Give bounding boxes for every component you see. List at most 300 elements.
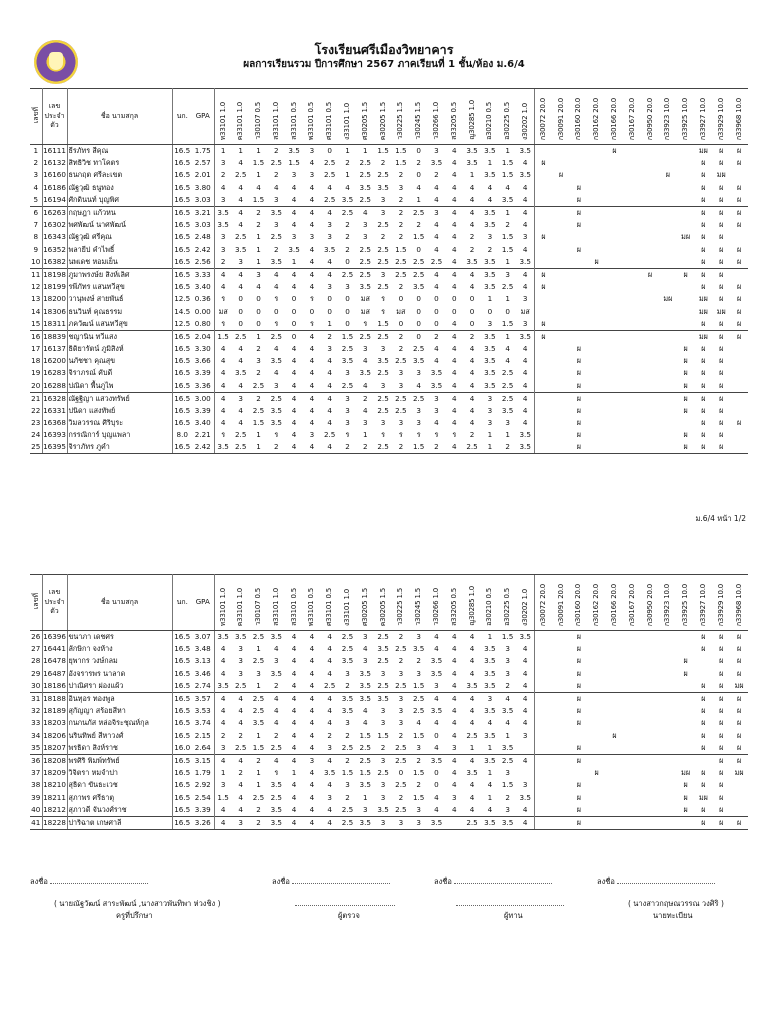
student-name: กนกนภัส หล่อจิระชุณห์กุล xyxy=(67,717,172,729)
grade-cell: 4 xyxy=(309,792,315,802)
grade-cell xyxy=(588,779,606,791)
student-gpa: 2.42 xyxy=(192,243,214,255)
grade-cell: 3 xyxy=(487,318,493,328)
grade-cell xyxy=(570,767,588,779)
grade-cell: มผ xyxy=(698,792,708,802)
grade-cell: 0 xyxy=(327,294,332,304)
grade-cell: ผ xyxy=(719,430,724,440)
subject-code: ส33101 1.0 xyxy=(271,102,280,140)
grade-cell xyxy=(588,680,606,693)
grade-cell xyxy=(677,157,695,169)
student-id: 16396 xyxy=(43,632,66,641)
grade-cell: 4 xyxy=(256,281,261,291)
grade-cell: 2.5 xyxy=(323,158,336,168)
grade-cell: ผ xyxy=(719,405,724,415)
grade-cell: 3.5 xyxy=(484,343,496,353)
subject-header xyxy=(534,89,552,145)
grade-cell xyxy=(552,256,570,269)
grade-cell: ผ xyxy=(576,706,581,716)
grade-cell xyxy=(641,631,659,644)
student-seq: 2 xyxy=(30,157,42,169)
grade-cell xyxy=(534,367,552,379)
student-row xyxy=(30,631,748,644)
grade-cell xyxy=(588,355,606,367)
grade-cell: 4 xyxy=(416,380,421,390)
grade-cell xyxy=(517,767,535,779)
director-role: ผู้ทาน xyxy=(504,911,523,920)
subject-code: ศ30205 1.5 xyxy=(360,587,369,626)
grade-cell xyxy=(588,281,606,293)
grade-cell xyxy=(623,680,641,693)
grade-cell: 4 xyxy=(291,718,297,728)
grade-cell: 2 xyxy=(499,441,517,454)
student-name: สุกัญญา สร้อยสีหา xyxy=(67,705,172,717)
student-id: 18839 xyxy=(43,331,66,341)
student-id: 16186 xyxy=(42,182,67,194)
grade-cell xyxy=(641,779,659,791)
grade-cell xyxy=(588,330,606,343)
grade-cell: 2.5 xyxy=(392,754,410,767)
student-id: 18207 xyxy=(42,742,67,755)
student-seq: 4 xyxy=(30,182,42,194)
grade-cell xyxy=(552,655,570,667)
grade-cell: 2.5 xyxy=(232,330,250,343)
subject-code: ก30072 20.0 xyxy=(538,97,547,140)
subject-header xyxy=(570,575,588,631)
student-gpa: 3.03 xyxy=(192,194,214,207)
grade-cell: 3.5 xyxy=(341,706,354,716)
subject-header xyxy=(499,575,517,631)
grade-cell: ผ xyxy=(665,170,670,180)
grade-cell xyxy=(677,194,695,207)
grade-cell: 2.5 xyxy=(270,742,282,752)
grade-cell: 2 xyxy=(398,220,404,230)
grade-cell xyxy=(623,429,641,441)
grade-cell: 4 xyxy=(445,692,463,705)
grade-cell: 3.5 xyxy=(484,380,496,390)
grade-cell: 4 xyxy=(309,644,315,654)
subject-header xyxy=(392,575,410,631)
grade-cell xyxy=(606,219,624,231)
grade-cell: 4 xyxy=(469,632,475,641)
grade-cell: 2 xyxy=(345,220,350,230)
grade-cell: 1.5 xyxy=(377,730,389,740)
student-row xyxy=(30,355,748,367)
grade-cell: มผ xyxy=(698,294,708,304)
grade-cell xyxy=(588,429,606,441)
grade-cell xyxy=(534,405,552,417)
grade-cell: 4 xyxy=(469,780,475,790)
grade-cell: 4 xyxy=(327,418,332,427)
grade-cell xyxy=(623,268,641,281)
student-row xyxy=(30,692,748,705)
grade-cell: 4 xyxy=(291,706,297,716)
grade-cell: ร xyxy=(434,430,439,440)
subject-code: ก33925 10.0 xyxy=(681,97,690,140)
grade-cell: 4 xyxy=(238,418,243,427)
grade-cell: 3 xyxy=(274,220,279,230)
subject-header xyxy=(285,89,303,145)
grade-cell: ผ xyxy=(736,644,742,654)
student-credits: 16.5 xyxy=(172,441,192,454)
grade-cell: ผ xyxy=(730,692,748,705)
grade-cell xyxy=(623,293,641,305)
subject-code: ก30167 20.0 xyxy=(627,97,636,140)
grade-cell: 1.5 xyxy=(501,244,514,254)
grade-cell: 2 xyxy=(321,330,339,343)
grade-cell: 4 xyxy=(451,256,457,266)
grade-cell: 4 xyxy=(291,343,297,353)
student-row xyxy=(30,293,748,305)
grade-cell xyxy=(552,729,570,741)
grade-cell: 1.5 xyxy=(412,767,425,777)
grade-cell xyxy=(552,754,570,767)
grade-cell: 3 xyxy=(238,656,243,666)
grades-table-page1 xyxy=(30,88,748,454)
grade-cell: ผ xyxy=(736,194,742,204)
student-credits: 16.5 xyxy=(172,330,192,343)
grade-cell: มส xyxy=(360,306,370,316)
grade-cell xyxy=(623,405,641,417)
grade-cell: 2.5 xyxy=(377,170,389,180)
grade-cell xyxy=(552,243,570,255)
grade-cell: 4 xyxy=(220,343,226,353)
grade-cell: ร xyxy=(274,318,279,328)
subject-code: ญ30285 1.0 xyxy=(467,586,476,626)
grade-cell: 2 xyxy=(256,220,261,230)
subject-header xyxy=(303,89,321,145)
student-row xyxy=(30,754,748,767)
student-row xyxy=(30,441,748,454)
grade-cell: 3.5 xyxy=(519,170,531,180)
grade-cell: 4 xyxy=(309,656,315,666)
grade-cell: ผ xyxy=(719,368,724,378)
grade-cell: 4 xyxy=(469,380,475,390)
student-name: ยุพากร วงษ์กลม xyxy=(67,655,172,667)
student-gpa: 2.57 xyxy=(192,157,214,169)
grade-cell: 4 xyxy=(238,380,243,390)
student-gpa: 0.36 xyxy=(192,293,214,305)
student-name: พรธิดา สิงห์ราช xyxy=(67,742,172,755)
grade-cell xyxy=(623,441,641,454)
grade-cell xyxy=(677,631,695,644)
subject-header xyxy=(481,575,499,631)
student-seq: 17 xyxy=(30,343,42,355)
student-gpa: 3.80 xyxy=(192,182,214,194)
grade-cell: 0 xyxy=(256,294,261,304)
student-credits: 8.0 xyxy=(176,430,188,440)
grade-cell: 2 xyxy=(392,330,410,343)
grade-cell: 2 xyxy=(505,680,510,690)
subject-header xyxy=(250,575,268,631)
grade-cell: 4 xyxy=(291,182,297,192)
grade-cell: 1.5 xyxy=(412,730,425,740)
grade-cell: ผ xyxy=(576,356,581,366)
subject-header xyxy=(232,89,250,145)
grade-cell: ผ xyxy=(719,244,724,254)
grade-cell: 4 xyxy=(469,706,475,716)
student-row xyxy=(30,194,748,207)
grade-cell: ผ xyxy=(683,656,688,666)
student-id: 18209 xyxy=(42,767,67,779)
student-gpa: 2.04 xyxy=(192,330,214,343)
grade-cell xyxy=(606,231,624,243)
grade-cell: 3.5 xyxy=(430,668,443,678)
subject-code: ค33101 1.0 xyxy=(236,587,245,626)
student-credits: 16.5 xyxy=(174,220,191,230)
grade-cell: 4 xyxy=(309,668,315,678)
grade-cell xyxy=(588,318,606,331)
grade-cell: 4 xyxy=(451,244,457,254)
grade-cell: ผ xyxy=(719,706,724,716)
grade-cell xyxy=(659,767,677,779)
grade-cell xyxy=(570,293,588,305)
grade-cell: 2 xyxy=(274,170,279,180)
grade-cell: 3.5 xyxy=(466,767,478,777)
grade-cell: 0 xyxy=(469,318,475,328)
grade-cell: ผ xyxy=(570,754,588,767)
grade-cell: ผ xyxy=(683,368,688,378)
grade-cell: ผ xyxy=(677,392,695,405)
grade-cell: ผ xyxy=(701,343,706,353)
grade-cell xyxy=(570,330,588,343)
grade-cell: 4 xyxy=(522,656,528,666)
grade-cell xyxy=(552,643,570,655)
subject-code: พ33101 0.5 xyxy=(307,101,316,140)
grade-cell: 4 xyxy=(285,692,303,705)
grade-cell: 4 xyxy=(232,754,250,767)
grade-cell xyxy=(659,668,677,680)
subject-header xyxy=(232,575,250,631)
student-row xyxy=(30,816,748,829)
subject-code: ก30162 20.0 xyxy=(592,583,601,626)
grade-cell: 4 xyxy=(238,405,243,415)
grade-cell: 3.5 xyxy=(270,356,282,366)
student-gpa: 2.74 xyxy=(192,680,214,693)
grade-cell: 3 xyxy=(274,194,279,204)
grade-cell xyxy=(552,194,570,207)
grade-cell xyxy=(534,305,552,317)
grade-cell xyxy=(659,417,677,429)
grade-cell: 4 xyxy=(434,718,439,728)
subject-header xyxy=(214,89,232,145)
grade-cell xyxy=(588,405,606,417)
grade-cell xyxy=(534,791,552,803)
student-gpa: 3.74 xyxy=(192,717,214,729)
grade-cell: 2.5 xyxy=(359,170,371,180)
subject-code: ท33101 1.0 xyxy=(218,587,227,626)
student-id: 16382 xyxy=(42,256,67,269)
subject-code: อ30225 0.5 xyxy=(503,102,512,140)
grade-cell: 4 xyxy=(285,816,303,829)
student-seq: 23 xyxy=(30,417,42,429)
grade-cell: 4 xyxy=(291,194,297,204)
registrar-name: ( นางสาวกฤษณวรรณ วงศิริ ) xyxy=(628,899,724,908)
grade-cell: 4 xyxy=(303,692,321,705)
student-id: 16328 xyxy=(43,393,66,403)
subject-code: ญ30285 1.0 xyxy=(467,100,476,140)
student-name: ธนวินท์ คุณธรรม xyxy=(67,305,172,317)
grade-cell: 4 xyxy=(291,730,297,740)
grade-cell: 3.5 xyxy=(341,356,354,366)
grade-cell: 4 xyxy=(445,754,463,767)
subject-header xyxy=(499,89,517,145)
student-gpa: 2.21 xyxy=(192,429,214,441)
grade-cell: ผ xyxy=(719,146,724,155)
grade-cell: 4 xyxy=(416,718,421,728)
grade-cell xyxy=(623,219,641,231)
grade-cell: 4 xyxy=(434,804,439,814)
subject-code: ง33101 1.0 xyxy=(342,588,351,626)
grade-cell: ผ xyxy=(736,244,742,254)
grade-cell: 2.5 xyxy=(412,256,425,266)
grade-cell xyxy=(623,318,641,331)
grade-cell: 4 xyxy=(327,718,332,728)
grade-cell: ผ xyxy=(712,330,730,343)
grade-cell: 4 xyxy=(274,343,279,353)
grade-cell: 0 xyxy=(309,306,315,316)
grade-cell: 2 xyxy=(416,158,421,168)
grade-cell xyxy=(588,631,606,644)
grade-cell: 2.5 xyxy=(377,281,389,291)
grade-cell xyxy=(606,643,624,655)
grade-cell: มผ xyxy=(681,232,691,242)
grade-cell: 3 xyxy=(374,754,392,767)
grade-cell: 3 xyxy=(220,742,226,752)
grade-cell: 4 xyxy=(469,418,475,427)
grade-cell: 0 xyxy=(434,294,439,304)
subject-code: ก30091 20.0 xyxy=(556,97,565,140)
grade-cell xyxy=(677,206,695,219)
grade-cell: 4 xyxy=(214,392,232,405)
grade-cell: 4 xyxy=(451,182,457,192)
grade-cell: 2.5 xyxy=(267,392,285,405)
subject-header xyxy=(303,575,321,631)
student-seq: 13 xyxy=(30,293,42,305)
grade-cell xyxy=(641,194,659,207)
grade-cell xyxy=(641,791,659,803)
grade-cell: ร xyxy=(345,430,350,440)
grade-cell: 4 xyxy=(522,281,528,291)
grade-cell: 2 xyxy=(434,170,439,180)
grade-cell xyxy=(606,655,624,667)
grade-cell: 2.5 xyxy=(359,244,371,254)
grade-cell: 4 xyxy=(327,632,332,641)
grade-cell: ผ xyxy=(730,754,748,767)
student-gpa: 2.92 xyxy=(192,779,214,791)
advisor-role: ครูที่ปรึกษา xyxy=(116,911,153,920)
grade-cell: 3 xyxy=(416,668,421,678)
grade-cell: 3.5 xyxy=(412,356,425,366)
grade-cell xyxy=(641,717,659,729)
grade-cell: ผ xyxy=(701,804,706,814)
grade-cell: 4 xyxy=(451,158,457,168)
grade-cell: 3 xyxy=(345,405,350,415)
student-credits: 16.5 xyxy=(174,792,191,802)
grade-cell: 1 xyxy=(481,441,499,454)
grade-cell: 1.5 xyxy=(410,441,428,454)
student-gpa: 3.48 xyxy=(192,643,214,655)
grade-cell: 4 xyxy=(451,343,457,353)
student-seq: 36 xyxy=(31,755,41,765)
grade-cell: 1 xyxy=(256,430,261,440)
grade-cell xyxy=(534,343,552,355)
grade-cell: 3 xyxy=(309,170,315,180)
student-name: ปณิดา พื้นภูไพ xyxy=(67,380,172,393)
subject-code: ง30202 1.0 xyxy=(520,102,529,140)
grade-cell xyxy=(623,380,641,393)
grade-cell: ผ xyxy=(677,268,695,281)
grade-cell: 2.5 xyxy=(395,780,407,790)
student-gpa: 3.21 xyxy=(192,206,214,219)
grade-cell: 3 xyxy=(487,405,493,415)
grade-cell xyxy=(641,754,659,767)
grade-cell: 4 xyxy=(451,668,457,678)
student-row xyxy=(30,367,748,379)
grade-cell: 2.5 xyxy=(323,194,336,204)
grade-cell: 3.5 xyxy=(359,368,371,378)
grade-cell: 3 xyxy=(327,232,332,242)
grade-cell xyxy=(641,417,659,429)
grade-cell: 4 xyxy=(274,644,279,654)
grade-cell: มผ xyxy=(734,680,744,690)
grade-cell: 0 xyxy=(345,318,350,328)
grade-cell: 2 xyxy=(463,330,481,343)
grade-cell: 4 xyxy=(291,356,297,366)
student-name: กฤษฎา แก้วหน xyxy=(67,206,172,219)
student-seq: 24 xyxy=(30,429,42,441)
grade-cell: 2 xyxy=(505,220,510,230)
grade-cell: 2.5 xyxy=(377,244,389,254)
grade-cell xyxy=(552,219,570,231)
grade-cell xyxy=(606,293,624,305)
grade-cell: 1 xyxy=(256,146,261,155)
col-seq-header xyxy=(30,575,42,631)
grade-cell xyxy=(641,429,659,441)
grade-cell xyxy=(552,367,570,379)
grade-cell xyxy=(623,754,641,767)
student-gpa: 3.66 xyxy=(192,355,214,367)
grade-cell xyxy=(677,243,695,255)
student-row xyxy=(30,343,748,355)
grade-cell: 4 xyxy=(274,182,279,192)
grade-cell: 3 xyxy=(434,680,439,690)
grade-cell: 3 xyxy=(398,706,404,716)
student-seq: 29 xyxy=(30,668,42,680)
grade-cell: ผ xyxy=(576,804,581,814)
student-row xyxy=(30,729,748,741)
grade-cell: 4 xyxy=(451,644,457,654)
grade-cell: 3.5 xyxy=(217,220,229,230)
grade-cell: 4 xyxy=(327,668,332,678)
advisor-names: ( นายณัฐวัฒน์ สาระพัฒน์ ,นางสาวพันทิพา ห่วงชิง ) xyxy=(54,899,221,908)
grade-cell: 2 xyxy=(345,792,350,802)
grade-cell: 4 xyxy=(220,804,226,814)
grade-cell: ผ xyxy=(712,816,730,829)
grade-cell: 1.5 xyxy=(252,742,265,752)
grade-cell xyxy=(534,429,552,441)
grade-cell xyxy=(534,206,552,219)
grade-cell: 4 xyxy=(309,380,315,390)
subject-code: ส33205 0.5 xyxy=(449,588,458,626)
grade-cell: 1.5 xyxy=(412,680,425,690)
registrar-signature-line: ลงชื่อ xyxy=(597,876,715,888)
grade-cell xyxy=(677,705,695,717)
student-seq: 39 xyxy=(30,791,42,803)
grade-cell: ผ xyxy=(701,718,706,728)
grade-cell: 1 xyxy=(256,767,261,777)
grade-cell: 2 xyxy=(345,232,350,242)
